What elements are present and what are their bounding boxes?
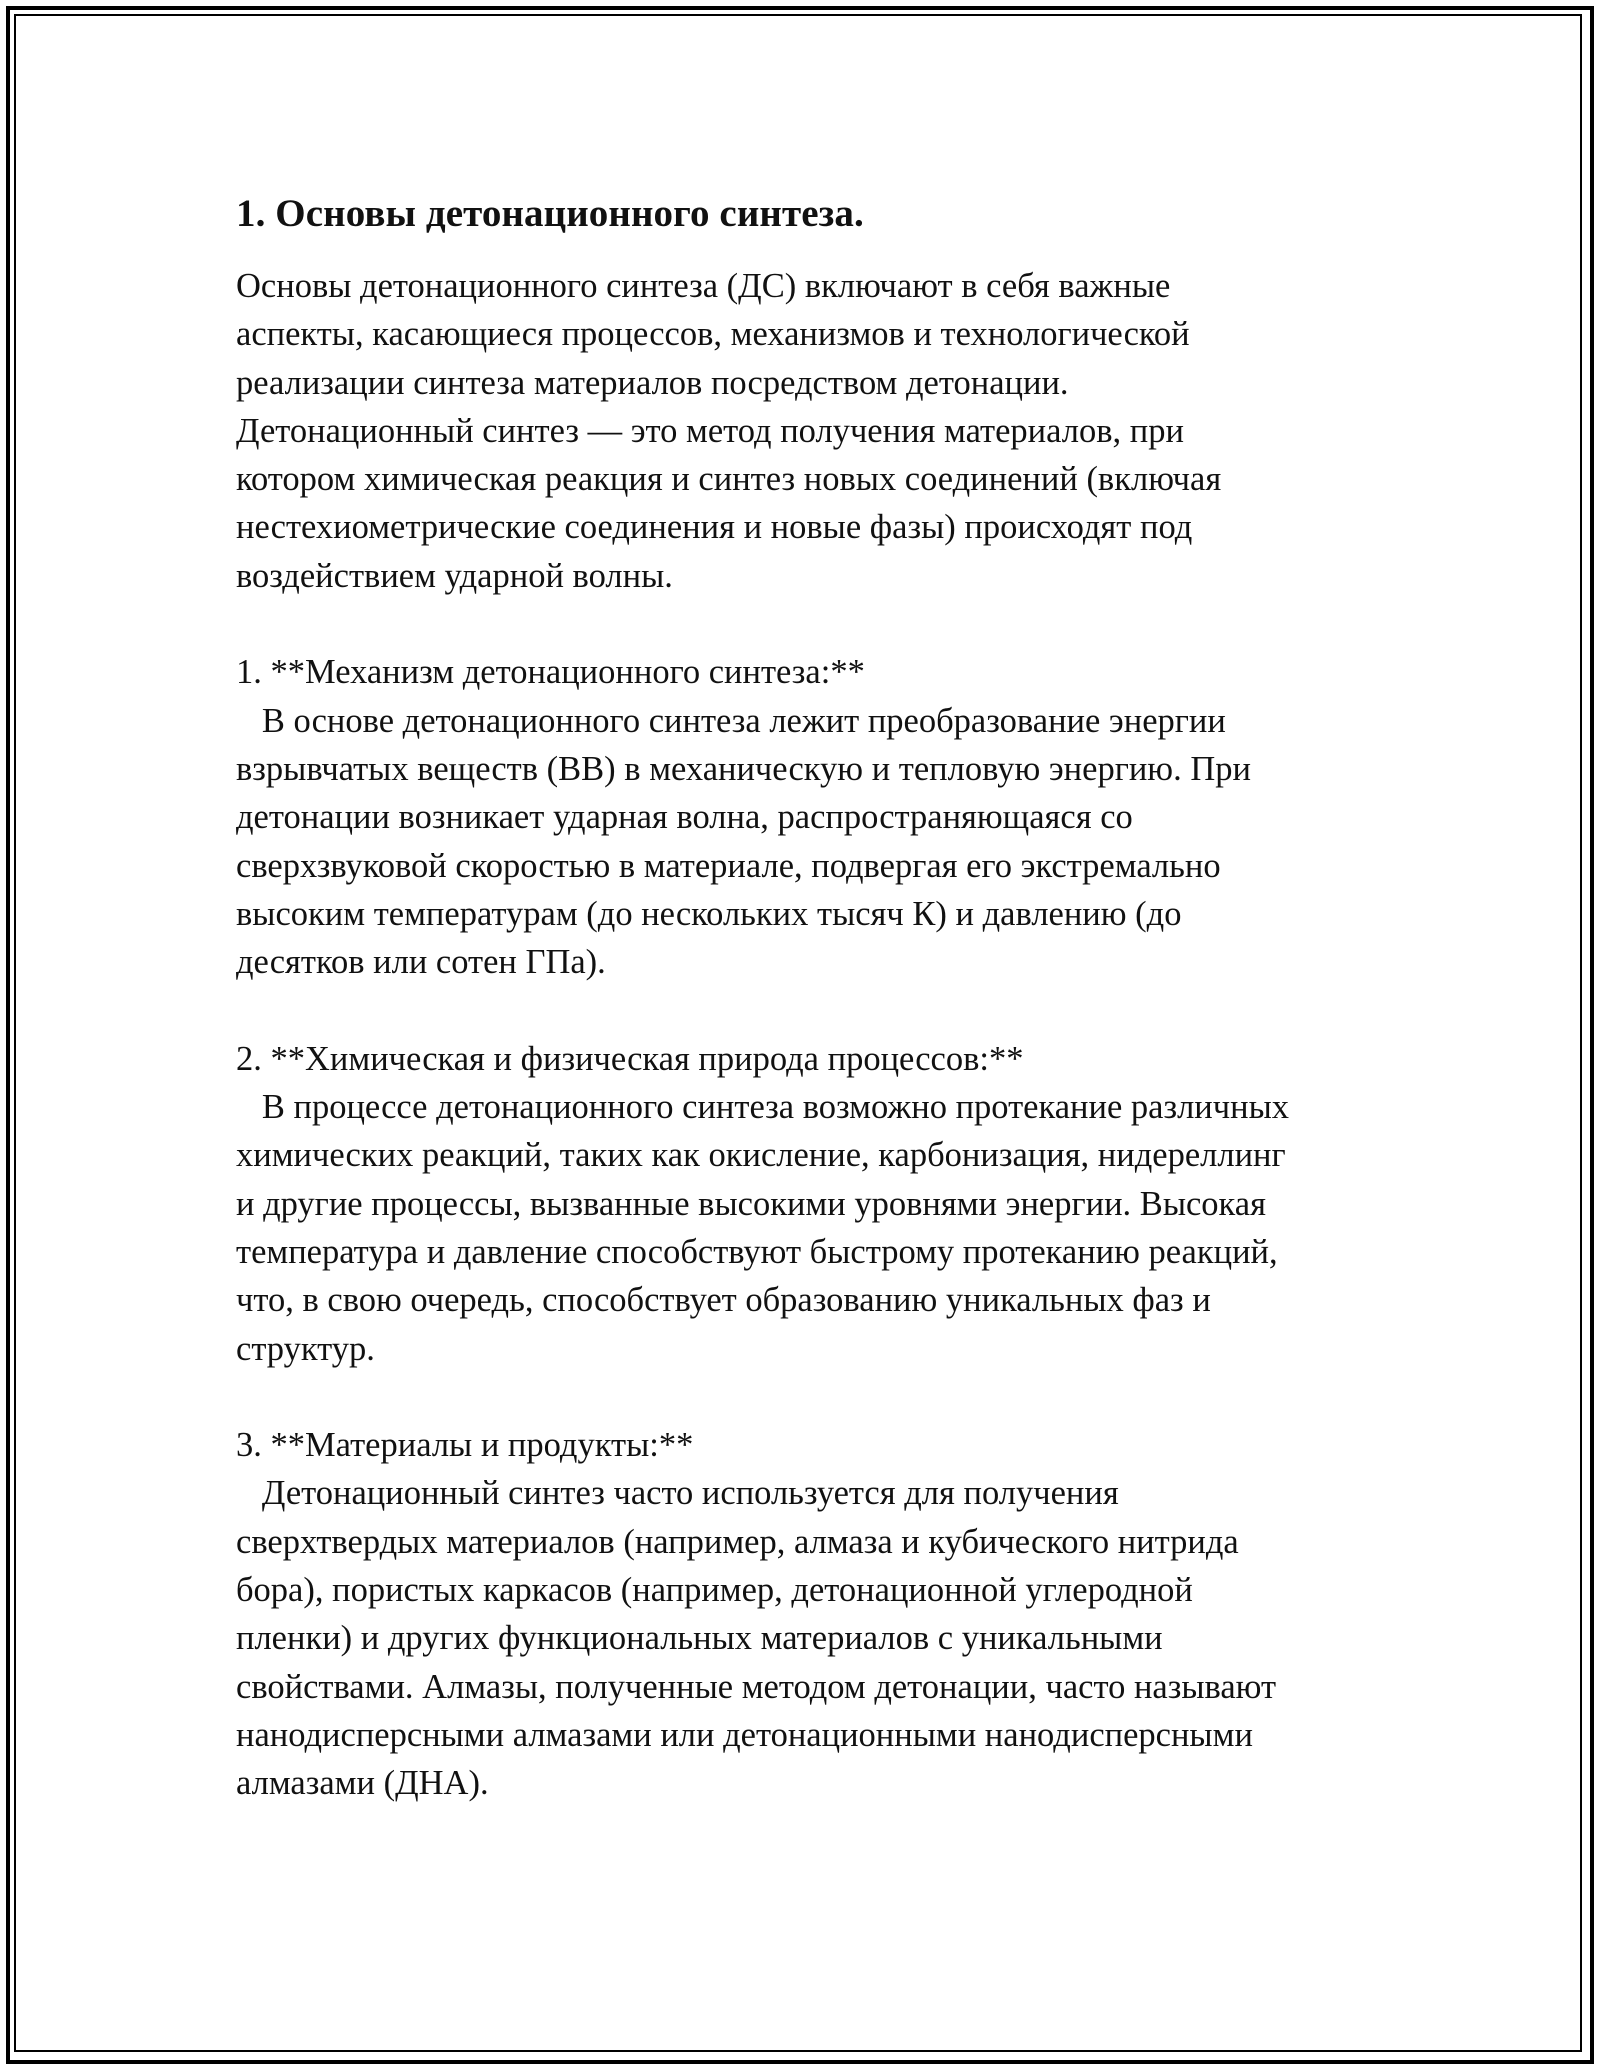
intro-line: реализации синтеза материалов посредством детонации.	[236, 363, 1069, 402]
document-page	[236, 186, 1376, 1808]
list-item-line: свойствами. Алмазы, полученные методом детонации, часто называют	[236, 1667, 1277, 1706]
list-item-materials	[236, 1421, 1376, 1807]
list-item-line: и другие процессы, вызванные высокими уровнями энергии. Высокая	[236, 1184, 1266, 1223]
list-item-mechanism	[236, 648, 1376, 986]
list-item-line: сверхтвердых материалов (например, алмаза и кубического нитрида	[236, 1522, 1239, 1561]
intro-line: аспекты, касающиеся процессов, механизмов и технологической	[236, 315, 1190, 354]
list-item-line: Детонационный синтез часто используется для получения	[236, 1474, 1119, 1513]
intro-line: нестехиометрические соединения и новые фазы) происходят под	[236, 508, 1193, 547]
list-item-line: высоким температурам (до нескольких тысяч К) и давлению (до	[236, 894, 1182, 933]
intro-line: котором химическая реакция и синтез новых соединений (включая	[236, 460, 1222, 499]
list-item-line: взрывчатых веществ (ВВ) в механическую и тепловую энергию. При	[236, 749, 1251, 788]
list-item-line: температура и давление способствуют быстрому протеканию реакций,	[236, 1232, 1278, 1271]
list-item-line: детонации возникает ударная волна, распространяющаяся со	[236, 798, 1133, 837]
list-item-line: алмазами (ДНА).	[236, 1764, 489, 1803]
list-item-nature	[236, 1035, 1376, 1373]
intro-line: Детонационный синтез — это метод получения материалов, при	[236, 411, 1184, 450]
list-item-line: сверхзвуковой скоростью в материале, подвергая его экстремально	[236, 846, 1221, 885]
list-item-line: нанодисперсными алмазами или детонационными нанодисперсными	[236, 1715, 1253, 1754]
list-item-line: бора), пористых каркасов (например, детонационной углеродной	[236, 1571, 1193, 1610]
list-item-title: 1. **Механизм детонационного синтеза:**	[236, 653, 865, 692]
intro-line: Основы детонационного синтеза (ДС) включают в себя важные	[236, 267, 1171, 305]
list-item-line: В основе детонационного синтеза лежит преобразование энергии	[236, 701, 1226, 740]
section-heading: 1. Основы детонационного синтеза.	[236, 192, 864, 235]
list-item-line: В процессе детонационного синтеза возможно протекание различных	[236, 1088, 1290, 1127]
list-item-title: 3. **Материалы и продукты:**	[236, 1426, 694, 1465]
list-item-title: 2. **Химическая и физическая природа процессов:**	[236, 1039, 1024, 1078]
intro-paragraph	[236, 262, 1376, 600]
intro-line: воздействием ударной волны.	[236, 556, 673, 595]
list-item-line: пленки) и других функциональных материалов с уникальными	[236, 1619, 1163, 1658]
list-item-line: десятков или сотен ГПа).	[236, 943, 606, 982]
list-item-line: что, в свою очередь, способствует образованию уникальных фаз и	[236, 1281, 1211, 1320]
list-item-line: структур.	[236, 1329, 375, 1368]
list-item-line: химических реакций, таких как окисление, карбонизация, нидереллинг	[236, 1136, 1286, 1175]
